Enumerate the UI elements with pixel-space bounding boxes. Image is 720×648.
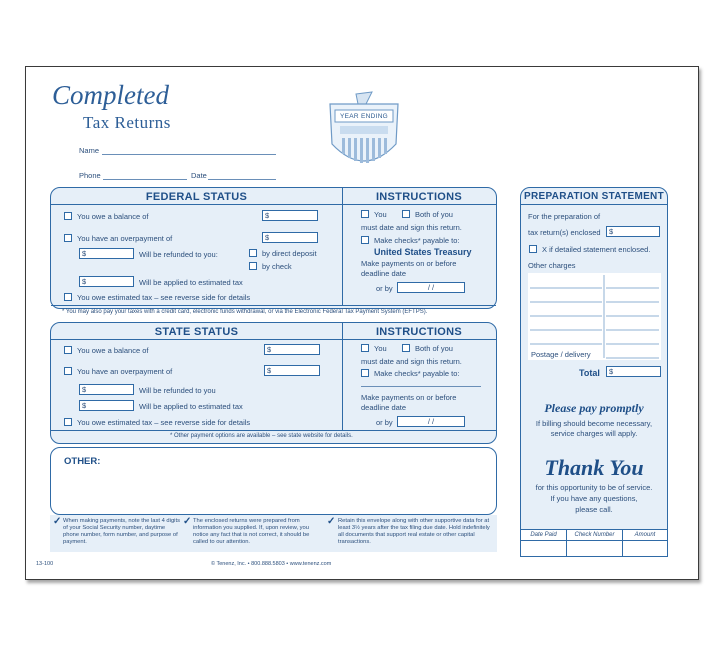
- state-balance-checkbox[interactable]: [64, 346, 72, 354]
- fed-both-label: Both of you: [415, 210, 453, 219]
- federal-overpayment-label: You have an overpayment of: [77, 234, 173, 243]
- fed-you-checkbox[interactable]: [361, 210, 369, 218]
- date-field[interactable]: [208, 179, 276, 180]
- year-ending-label: YEAR ENDING: [339, 113, 389, 120]
- state-instructions-title: INSTRUCTIONS: [375, 326, 463, 338]
- total-label: Total: [579, 368, 600, 378]
- federal-balance-checkbox[interactable]: [64, 212, 72, 220]
- state-refund-amount[interactable]: $: [79, 384, 134, 395]
- name-label: Name: [79, 146, 100, 155]
- please-call-text: please call.: [575, 505, 613, 514]
- divider: [51, 204, 496, 205]
- questions-text: If you have any questions,: [550, 494, 638, 503]
- state-balance-label: You owe a balance of: [77, 346, 149, 355]
- state-applied-label: Will be applied to estimated tax: [139, 402, 243, 411]
- note-3: Retain this envelope along with other supportive data for at least 3½ years after the tax filing due date. Hold indefinitely all documents that support real estate or other capital transactions.: [338, 518, 490, 545]
- fed-sign-text: must date and sign this return.: [361, 223, 462, 232]
- state-estimated-label: You owe estimated tax – see reverse side for details: [77, 418, 251, 427]
- state-refunded-label: Will be refunded to you: [139, 386, 216, 395]
- state-overpayment-checkbox[interactable]: [64, 367, 72, 375]
- eagle-shield-icon: [326, 88, 402, 174]
- direct-deposit-checkbox[interactable]: [249, 249, 257, 257]
- thank-you-heading: Thank You: [544, 455, 644, 480]
- federal-estimated-label: You owe estimated tax – see reverse side for details: [77, 293, 251, 302]
- billing-text: If billing should become necessary,: [535, 419, 653, 428]
- state-you-label: You: [374, 344, 387, 353]
- federal-status-title: FEDERAL STATUS: [145, 191, 248, 203]
- state-footnote: * Other payment options are available – see state website for details.: [170, 433, 353, 439]
- name-field[interactable]: [102, 154, 276, 155]
- state-estimated-checkbox[interactable]: [64, 418, 72, 426]
- divider: [51, 339, 496, 340]
- direct-deposit-label: by direct deposit: [262, 249, 317, 258]
- check-number-header: Check Number: [574, 532, 615, 538]
- note-2: The enclosed returns were prepared from information you supplied. If, upon review, you notice any fact that is not correct, it should be called to our attention.: [193, 518, 310, 545]
- postage-label: Postage / delivery: [531, 350, 591, 359]
- state-make-payments-text: Make payments on or before: [361, 393, 457, 402]
- divider: [51, 430, 496, 431]
- state-both-label: Both of you: [415, 344, 453, 353]
- note-1: When making payments, note the last 4 digits of your Social Security number, daytime phone number, form number, and purpose of payment.: [63, 518, 180, 545]
- other-label: OTHER:: [64, 456, 101, 467]
- fed-make-checks-label: Make checks* payable to:: [374, 236, 460, 245]
- state-or-by-label: or by: [376, 418, 393, 427]
- fed-both-checkbox[interactable]: [402, 210, 410, 218]
- state-payee-field[interactable]: [361, 386, 481, 387]
- checkmark-icon: ✓: [183, 516, 192, 527]
- state-you-checkbox[interactable]: [361, 344, 369, 352]
- phone-label: Phone: [79, 171, 101, 180]
- federal-overpayment-checkbox[interactable]: [64, 234, 72, 242]
- federal-balance-amount[interactable]: $: [262, 210, 318, 221]
- prep-line1: For the preparation of: [528, 212, 601, 221]
- divider: [521, 204, 667, 205]
- prep-returns-amount[interactable]: $: [606, 226, 660, 237]
- checkmark-icon: ✓: [53, 516, 62, 527]
- federal-refund-amount[interactable]: $: [79, 248, 134, 259]
- fed-or-by-label: or by: [376, 284, 393, 293]
- federal-estimated-checkbox[interactable]: [64, 293, 72, 301]
- federal-instructions-title: INSTRUCTIONS: [375, 191, 463, 203]
- other-panel: [50, 447, 497, 515]
- divider: [51, 305, 496, 306]
- state-deadline-text: deadline date: [361, 403, 407, 412]
- prep-line2: tax return(s) enclosed: [528, 228, 601, 237]
- date-paid-header: Date Paid: [530, 532, 557, 538]
- form-number: 13-100: [36, 561, 54, 567]
- state-balance-amount[interactable]: $: [264, 344, 320, 355]
- state-overpayment-amount[interactable]: $: [264, 365, 320, 376]
- detailed-statement-label: X if detailed statement enclosed.: [542, 245, 651, 254]
- state-sign-text: must date and sign this return.: [361, 357, 462, 366]
- federal-overpayment-amount[interactable]: $: [262, 232, 318, 243]
- other-charges-label: Other charges: [528, 261, 576, 270]
- charges-table: [528, 273, 661, 360]
- amount-header: Amount: [634, 532, 656, 538]
- by-check-checkbox[interactable]: [249, 262, 257, 270]
- state-or-by-date[interactable]: / /: [397, 416, 465, 427]
- opportunity-text: for this opportunity to be of service.: [535, 483, 653, 492]
- state-applied-amount[interactable]: $: [79, 400, 134, 411]
- page-title: Completed: [52, 80, 169, 110]
- pay-promptly-heading: Please pay promptly: [544, 401, 644, 415]
- state-make-checks-checkbox[interactable]: [361, 369, 369, 377]
- state-make-checks-label: Make checks* payable to:: [374, 369, 460, 378]
- state-overpayment-label: You have an overpayment of: [77, 367, 173, 376]
- fed-or-by-date[interactable]: / /: [397, 282, 465, 293]
- federal-refunded-label: Will be refunded to you:: [139, 250, 218, 259]
- prep-title: PREPARATION STATEMENT: [523, 191, 664, 202]
- detailed-statement-checkbox[interactable]: [529, 245, 537, 253]
- service-text: service charges will apply.: [550, 429, 638, 438]
- fed-make-checks-checkbox[interactable]: [361, 236, 369, 244]
- divider: [342, 188, 343, 306]
- fed-deadline-text: deadline date: [361, 269, 407, 278]
- state-status-title: STATE STATUS: [154, 326, 239, 338]
- page-subtitle: Tax Returns: [83, 113, 171, 132]
- fed-payee: United States Treasury: [374, 247, 472, 257]
- publisher-credit: © Tenenz, Inc. • 800.888.5803 • www.tenenz.com: [211, 561, 332, 567]
- by-check-label: by check: [262, 262, 292, 271]
- federal-balance-label: You owe a balance of: [77, 212, 149, 221]
- checkmark-icon: ✓: [327, 516, 336, 527]
- federal-footnote: * You may also pay your taxes with a credit card, electronic funds withdrawal, or via the Electronic Federal Tax Payment System (EFTPS).: [62, 309, 428, 315]
- fed-you-label: You: [374, 210, 387, 219]
- divider: [521, 540, 667, 541]
- state-both-checkbox[interactable]: [402, 344, 410, 352]
- federal-applied-label: Will be applied to estimated tax: [139, 278, 243, 287]
- federal-applied-amount[interactable]: $: [79, 276, 134, 287]
- fed-make-payments-text: Make payments on or before: [361, 259, 457, 268]
- date-label: Date: [191, 171, 207, 180]
- phone-field[interactable]: [103, 179, 187, 180]
- total-amount[interactable]: $: [606, 366, 661, 377]
